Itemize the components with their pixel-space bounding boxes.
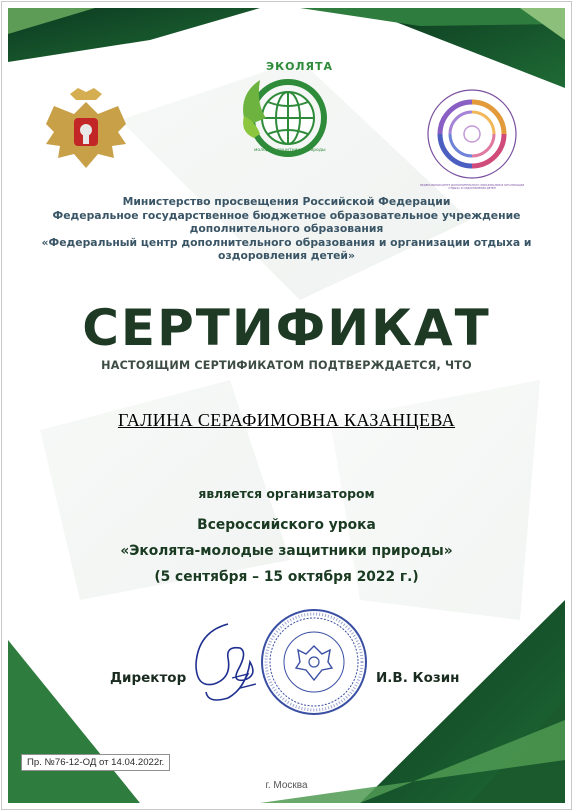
ministry-line-5: оздоровления детей» (218, 249, 355, 262)
coat-of-arms-icon (40, 84, 132, 176)
federal-center-logo-text: ФЕДЕРАЛЬНЫЙ ЦЕНТР ДОПОЛНИТЕЛЬНОГО ОБРАЗОВАНИЯ И ОРГАНИЗАЦИИ ОТДЫХА И ОЗДОРОВЛЕНИЯ ДЕТЕЙ (419, 184, 525, 190)
recipient-role: является организатором (198, 486, 375, 501)
ecology-logo-subtext: молодые защитники природы (254, 148, 326, 153)
federal-center-logo-icon (418, 80, 526, 188)
ministry-line-2: Федеральное государственное бюджетное образовательное учреждение (52, 208, 521, 222)
certificate-subtitle: НАСТОЯЩИМ СЕРТИФИКАТОМ ПОДТВЕРЖДАЕТСЯ, ЧТО (101, 359, 472, 372)
recipient-name: ГАЛИНА СЕРАФИМОВНА КАЗАНЦЕВА (117, 410, 456, 430)
ministry-line-3: дополнительного образования (189, 222, 384, 235)
director-label: Директор (110, 670, 187, 686)
order-number: Пр. №76-12-ОД от 14.04.2022г. (21, 754, 170, 771)
official-stamp (258, 606, 370, 718)
lesson-description (30, 512, 543, 590)
city-label: г. Москва (265, 780, 308, 791)
ministry-line-1: Министерство просвещения Российской Федерации (122, 195, 451, 208)
lesson-line-2: «Эколята-молодые защитники природы» (120, 543, 453, 559)
ministry-line-4: «Федеральный центр дополнительного образования и организации отдыха и (41, 235, 532, 249)
certificate-title: СЕРТИФИКАТ (82, 299, 491, 357)
ecology-logo-text: ЭКОЛЯТА (266, 60, 334, 73)
lesson-line-3: (5 сентября – 15 октября 2022 г.) (154, 569, 419, 585)
director-name: И.В. Козин (376, 670, 460, 686)
lesson-line-1: Всероссийского урока (197, 517, 376, 533)
ministry-header (40, 195, 533, 263)
